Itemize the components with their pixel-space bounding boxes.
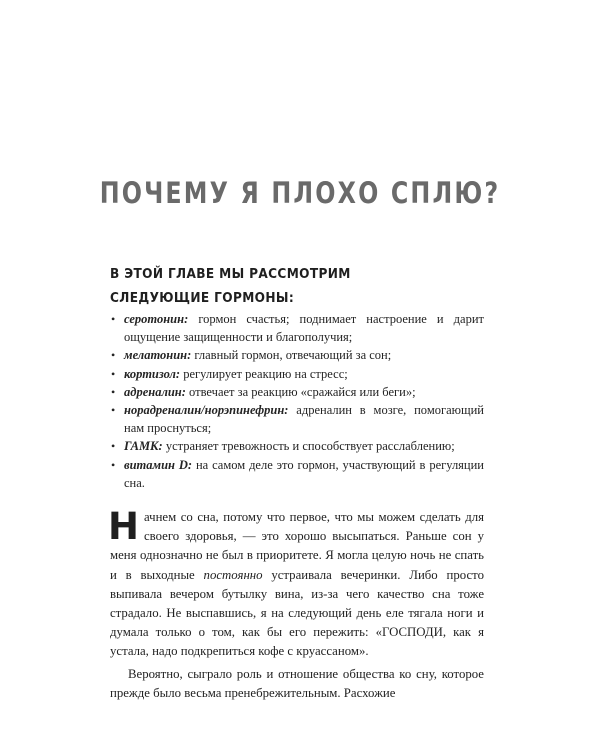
hormone-description: регулирует реакцию на стресс; <box>180 366 348 381</box>
body-paragraph-1 <box>108 505 484 662</box>
hormone-description: отвечает за реакцию «сражайся или беги»; <box>185 384 416 399</box>
body-paragraph-2: Вероятно, сыграло роль и отношение общества ко сну, которое прежде было весьма пренебрежительным. Расхожие <box>110 666 484 700</box>
hormone-description: на самом деле это гормон, участвующий в регуляции сна. <box>124 457 485 490</box>
hormone-description: адреналин в мозге, помогающий нам проснуться; <box>124 403 484 436</box>
bullet-icon: • <box>111 403 116 418</box>
chapter-body <box>108 505 484 703</box>
bullet-icon: • <box>111 366 116 381</box>
intro-line-1: В ЭТОЙ ГЛАВЕ МЫ РАССМОТРИМ <box>110 266 351 282</box>
list-item <box>110 401 484 437</box>
paragraph-text: ачнем со сна, потому что первое, что мы можем сделать для своего здоровья, — это хорошо высыпаться. Раньше сон у меня однозначно не был в приоритете. Я могла целую ночь не спать и в выходные <box>110 510 484 582</box>
emphasized-word: постоянно <box>203 567 263 582</box>
hormone-term: мелатонин: <box>124 348 192 363</box>
hormone-term: адреналин: <box>124 384 186 399</box>
bullet-icon: • <box>111 457 116 472</box>
bullet-icon: • <box>111 384 116 399</box>
hormone-term: витамин D: <box>124 457 193 472</box>
hormone-description: гормон счастья; поднимает настроение и дарит ощущение защищенности и благополучия; <box>124 312 484 345</box>
bullet-icon: • <box>111 348 116 363</box>
chapter-title: ПОЧЕМУ Я ПЛОХО СПЛЮ? <box>99 176 501 210</box>
chapter-intro-heading <box>110 262 351 310</box>
list-item <box>110 437 484 455</box>
list-item <box>110 383 484 401</box>
list-item <box>110 310 484 346</box>
bullet-icon: • <box>111 439 116 454</box>
hormone-list <box>110 310 484 492</box>
list-item <box>110 456 484 492</box>
hormone-description: устраняет тревожность и способствует расслаблению; <box>162 439 455 454</box>
drop-cap: Н <box>108 505 139 548</box>
hormone-term: кортизол: <box>124 366 181 381</box>
list-item <box>110 365 484 383</box>
bullet-icon: • <box>111 312 116 326</box>
intro-line-2: СЛЕДУЮЩИЕ ГОРМОНЫ: <box>110 290 295 306</box>
list-item <box>110 346 484 364</box>
hormone-term: серотонин: <box>124 312 189 326</box>
hormone-description: главный гормон, отвечающий за сон; <box>191 348 392 363</box>
hormone-term: ГАМК: <box>124 439 163 454</box>
hormone-term: норадреналин/норэпинефрин: <box>124 403 289 418</box>
paragraph-text: устраивала вечеринки. Либо просто выпивала вечером бутылку вина, из-за чего качество сна тоже страдало. Не выспавшись, я на следующий день еле тягала ноги и думала только о том, как бы его пережить: «ГОСПОДИ, как я устала, надо подкрепиться кофе с круассаном». <box>110 567 484 659</box>
